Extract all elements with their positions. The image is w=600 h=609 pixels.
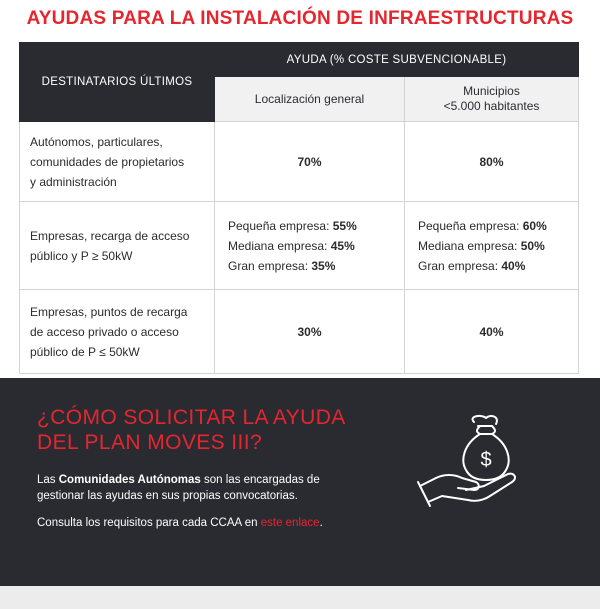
municipios-value: 80%: [405, 122, 579, 202]
subheader-municipios-line2: <5.000 habitantes: [443, 99, 540, 113]
row-label-line: Empresas, recarga de acceso: [30, 228, 190, 243]
cta-link-line: Consulta los requisitos para cada CCAA en este enlace.: [37, 517, 323, 529]
money-bag-hand-icon: [414, 408, 524, 513]
subheader-general: Localización general: [215, 77, 405, 122]
cta-title: [37, 405, 367, 455]
row-label: [20, 290, 215, 374]
size-item: Pequeña empresa: 55%: [228, 218, 357, 233]
municipios-value: 40%: [405, 290, 579, 374]
size-item: Pequeña empresa: 60%: [418, 218, 547, 233]
row-label-line: Empresas, puntos de recarga: [30, 304, 188, 319]
row-label-line: público y P ≥ 50kW: [30, 248, 133, 263]
general-value: 30%: [215, 290, 405, 374]
footer-band: [0, 586, 600, 609]
page-title: AYUDAS PARA LA INSTALACIÓN DE INFRAESTRUCTURAS: [26, 8, 574, 29]
header-recipients: DESTINATARIOS ÚLTIMOS: [20, 43, 215, 122]
dollar-sign-icon: $: [480, 449, 492, 471]
cta-title-line: DEL PLAN MOVES III?: [37, 431, 263, 454]
row-label: [20, 122, 215, 202]
table-row: [20, 290, 579, 374]
table-row: [20, 202, 579, 290]
header-aid: AYUDA (% COSTE SUBVENCIONABLE): [215, 43, 579, 77]
row-label-line: público de P ≤ 50kW: [30, 344, 140, 359]
row-label-line: comunidades de propietarios: [30, 154, 185, 169]
general-size-list: [215, 202, 405, 290]
este-enlace-link[interactable]: este enlace: [260, 517, 320, 529]
subheader-municipios: [405, 77, 579, 122]
size-item: Mediana empresa: 50%: [418, 238, 545, 253]
general-value: 70%: [215, 122, 405, 202]
size-item: Gran empresa: 35%: [228, 258, 336, 273]
subheader-municipios-line1: Municipios: [463, 84, 520, 98]
aid-table: [19, 42, 579, 374]
cta-title-line: ¿CÓMO SOLICITAR LA AYUDA: [37, 406, 346, 429]
size-item: Mediana empresa: 45%: [228, 238, 355, 253]
table-row: [20, 122, 579, 202]
cta-description: Las Comunidades Autónomas son las encargadas de gestionar las ayudas en sus propias convocatorias.: [37, 474, 320, 502]
row-label-line: de acceso privado o acceso: [30, 324, 179, 339]
municipios-size-list: [405, 202, 579, 290]
row-label-line: Autónomos, particulares,: [30, 134, 163, 149]
row-label-line: y administración: [30, 174, 117, 189]
size-item: Gran empresa: 40%: [418, 258, 526, 273]
row-label: [20, 202, 215, 290]
